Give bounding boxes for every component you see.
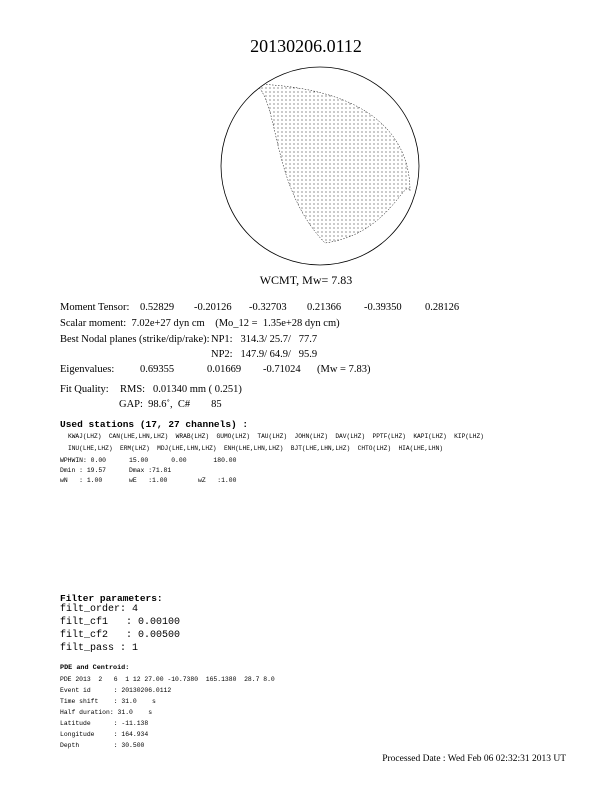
time-shift: Time shift : 31.0 s	[60, 698, 156, 705]
stations-header: Used stations (17, 27 channels) :	[60, 419, 249, 430]
longitude: Longitude : 164.934	[60, 731, 149, 738]
weights-line: wN : 1.00 wE :1.00 wZ :1.00	[60, 477, 237, 484]
eigenvalue-3: -0.71024	[263, 364, 301, 375]
latitude: Latitude : -11.138	[60, 720, 149, 727]
mt-value-6: 0.28126	[425, 302, 460, 313]
stations-line-2: INU(LHE,LHZ) ERM(LHZ) MDJ(LHE,LHN,LHZ) ENH(LHE,LHN,LHZ) BJT(LHE,LHN,LHZ) CHTO(LHZ) HIA(LHE,LHN)	[68, 445, 444, 452]
mt-value-1: 0.52829	[140, 302, 175, 313]
mt-value-3: -0.32703	[249, 302, 287, 313]
processed-date: Processed Date : Wed Feb 06 02:32:31 2013 UT	[382, 754, 566, 764]
filter-order: filt_order: 4	[60, 604, 139, 615]
nodal-planes-label: Best Nodal planes (strike/dip/rake):	[60, 334, 210, 345]
filter-cf1: filt_cf1 : 0.00100	[60, 617, 181, 628]
compressional-quadrant	[255, 84, 410, 243]
stations-line-1: KWAJ(LHZ) CAN(LHE,LHN,LHZ) WRAB(LHZ) GUMO(LHZ) TAU(LHZ) JOHN(LHZ) DAV(LHZ) PPTF(LHZ) KAPI(LHZ) KIP(LHZ)	[68, 433, 484, 440]
dmin-dmax-line: Dmin : 19.57 Dmax :71.81	[60, 467, 172, 474]
fit-gap: GAP: 98.6˚, C# 85	[119, 399, 222, 410]
eigenvalues-label: Eigenvalues:	[60, 364, 115, 375]
moment-tensor-label: Moment Tensor:	[60, 302, 130, 313]
event-title: 20130206.0112	[250, 36, 362, 56]
beachball-label: WCMT, Mw= 7.83	[259, 273, 353, 287]
fit-quality-label: Fit Quality:	[60, 384, 109, 395]
depth: Depth : 30.500	[60, 742, 145, 749]
filter-cf2: filt_cf2 : 0.00500	[60, 630, 181, 641]
wphwin-line: WPHWIN: 0.00 15.00 0.00 180.00	[60, 457, 237, 464]
eigen-mw: (Mw = 7.83)	[317, 364, 371, 375]
fit-rms: RMS: 0.01340 mm ( 0.251)	[120, 384, 242, 395]
filter-header: Filter parameters:	[60, 593, 163, 604]
pde-line: PDE 2013 2 6 1 12 27.00 -10.7380 165.1380 28.7 8.0	[60, 676, 275, 683]
eigenvalue-2: 0.01669	[207, 364, 242, 375]
nodal-plane-2: NP2: 147.9/ 64.9/ 95.9	[211, 349, 318, 360]
nodal-plane-1: NP1: 314.3/ 25.7/ 77.7	[211, 334, 318, 345]
pde-header: PDE and Centroid:	[60, 664, 130, 672]
mt-value-5: -0.39350	[364, 302, 402, 313]
event-id: Event id : 20130206.0112	[60, 687, 172, 694]
half-duration: Half duration: 31.0 s	[60, 709, 153, 716]
eigenvalue-1: 0.69355	[140, 364, 175, 375]
mt-value-2: -0.20126	[194, 302, 232, 313]
mt-value-4: 0.21366	[307, 302, 342, 313]
filter-pass: filt_pass : 1	[60, 643, 139, 654]
scalar-moment: Scalar moment: 7.02e+27 dyn cm (Mo_12 = 1.35e+28 dyn cm)	[60, 318, 340, 329]
beachball-diagram	[220, 66, 420, 266]
